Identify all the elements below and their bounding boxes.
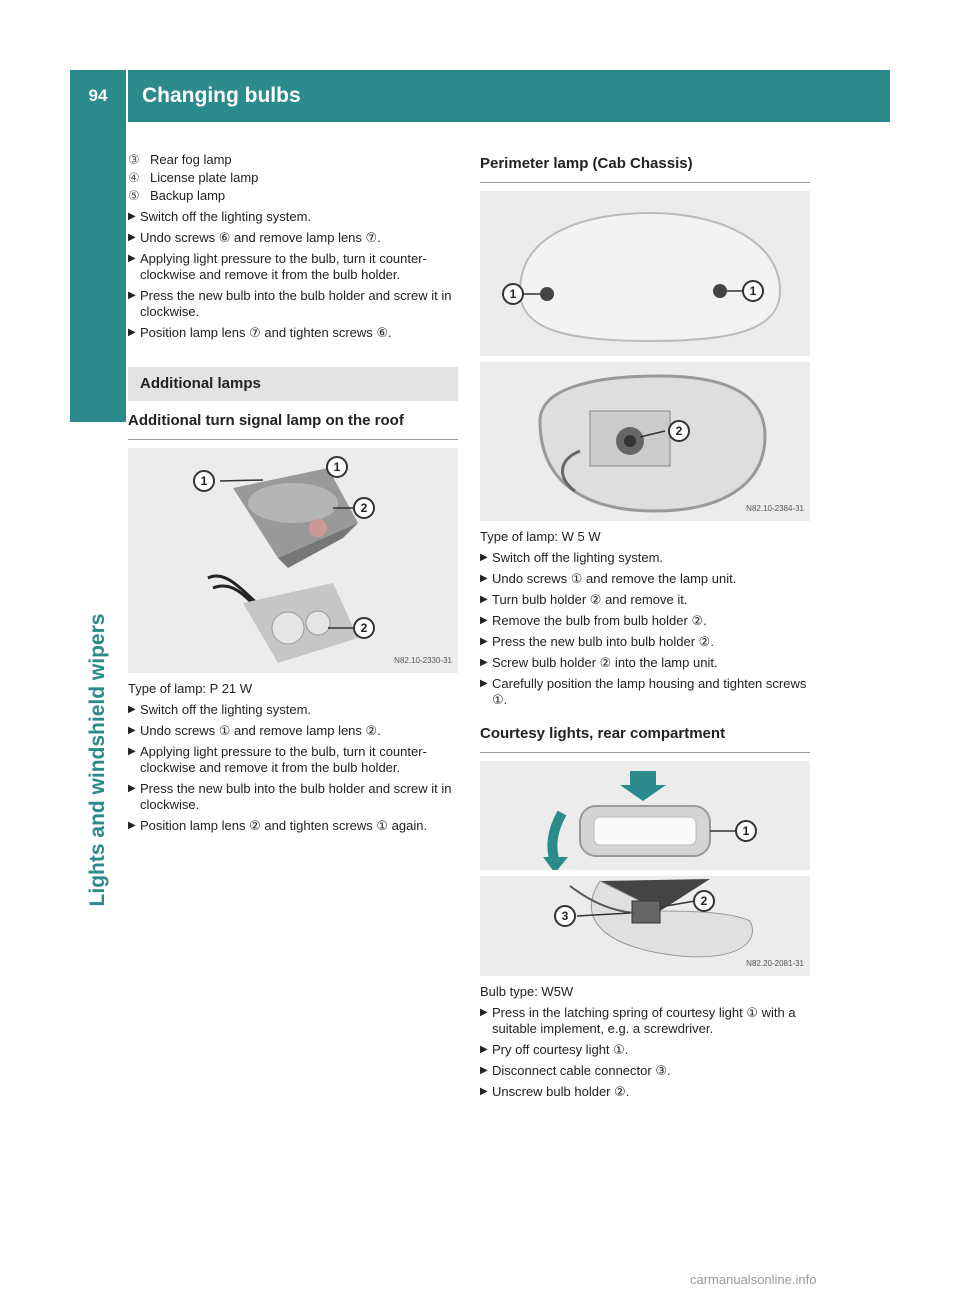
step-arrow-icon: ▶: [480, 573, 488, 584]
step-arrow-icon: ▶: [128, 820, 136, 831]
callout-2: 2: [693, 890, 715, 912]
instruction-step: [480, 1042, 810, 1058]
step-text: Switch off the lighting system.: [140, 209, 312, 224]
header-divider: [126, 70, 128, 122]
legend-number: ⑤: [128, 188, 140, 203]
step-text: Press the new bulb into bulb holder ②.: [492, 634, 714, 649]
instruction-list: [480, 1005, 810, 1100]
lamp-type-text: Type of lamp: P 21 W: [128, 681, 253, 696]
legend-item: [128, 170, 458, 186]
right-column: [480, 152, 810, 1105]
step-arrow-icon: ▶: [480, 1007, 488, 1018]
figure-code: N82.20-2081-31: [746, 959, 804, 968]
subheading: Courtesy lights, rear compartment: [480, 726, 810, 753]
chapter-label: Lights and windshield wipers: [86, 613, 109, 907]
instruction-step: [480, 571, 810, 587]
instruction-list: [480, 550, 810, 708]
step-text: Carefully position the lamp housing and tighten screws ①.: [492, 676, 807, 707]
instruction-step: [128, 702, 458, 718]
page-title: Changing bulbs: [142, 84, 301, 107]
step-arrow-icon: ▶: [480, 552, 488, 563]
step-arrow-icon: ▶: [480, 615, 488, 626]
figure-code: N82.10-2384-31: [746, 504, 804, 513]
page-header: [70, 70, 890, 122]
step-arrow-icon: ▶: [480, 657, 488, 668]
bulb-type-text: Bulb type: W5W: [480, 984, 574, 999]
instruction-step: [128, 818, 458, 834]
left-column: [128, 152, 458, 839]
lamp-type-text: Type of lamp: W 5 W: [480, 529, 601, 544]
step-arrow-icon: ▶: [128, 211, 136, 222]
instruction-step: [128, 781, 458, 813]
instruction-step: [128, 251, 458, 283]
step-arrow-icon: ▶: [480, 1086, 488, 1097]
instruction-step: [128, 209, 458, 225]
legend-item: [128, 152, 458, 168]
step-arrow-icon: ▶: [480, 1065, 488, 1076]
step-text: Position lamp lens ② and tighten screws ① again.: [140, 818, 428, 833]
step-text: Pry off courtesy light ①.: [492, 1042, 629, 1057]
callout-2: 2: [353, 497, 375, 519]
step-text: Remove the bulb from bulb holder ②.: [492, 613, 707, 628]
instruction-step: [480, 550, 810, 566]
step-arrow-icon: ▶: [128, 253, 136, 264]
page-number: 94: [88, 86, 108, 105]
perimeter-lamp-illustration: [480, 191, 810, 521]
courtesy-light-illustration: [480, 761, 810, 976]
callout-2: 2: [353, 617, 375, 639]
instruction-step: [128, 723, 458, 739]
step-text: Undo screws ① and remove lamp lens ②.: [140, 723, 381, 738]
step-arrow-icon: ▶: [480, 636, 488, 647]
step-arrow-icon: ▶: [128, 783, 136, 794]
step-text: Switch off the lighting system.: [492, 550, 664, 565]
courtesy-light-figure: [480, 761, 810, 976]
step-text: Press in the latching spring of courtesy light ① with a suitable implement, e.g. a screwdriver.: [492, 1005, 796, 1036]
step-text: Press the new bulb into the bulb holder and screw it in clockwise.: [140, 288, 452, 319]
step-arrow-icon: ▶: [480, 594, 488, 605]
step-text: Undo screws ① and remove the lamp unit.: [492, 571, 737, 586]
step-text: Applying light pressure to the bulb, turn it counter-clockwise and remove it from the bulb holder.: [140, 251, 427, 282]
instruction-step: [480, 634, 810, 650]
step-arrow-icon: ▶: [128, 290, 136, 301]
step-text: Switch off the lighting system.: [140, 702, 312, 717]
instruction-step: [480, 655, 810, 671]
step-text: Undo screws ⑥ and remove lamp lens ⑦.: [140, 230, 381, 245]
step-text: Position lamp lens ⑦ and tighten screws ⑥.: [140, 325, 392, 340]
subheading: Additional turn signal lamp on the roof: [128, 413, 458, 440]
callout-1: 1: [326, 456, 348, 478]
step-arrow-icon: ▶: [128, 327, 136, 338]
step-text: Press the new bulb into the bulb holder and screw it in clockwise.: [140, 781, 452, 812]
callout-1: 1: [193, 470, 215, 492]
instruction-step: [480, 1005, 810, 1037]
callout-1: 1: [502, 283, 524, 305]
figure-code: N82.10-2330-31: [394, 656, 452, 665]
callout-2: 2: [668, 420, 690, 442]
legend-list: [128, 152, 458, 204]
step-arrow-icon: ▶: [128, 704, 136, 715]
step-arrow-icon: ▶: [128, 746, 136, 757]
turn-signal-lamp-figure: [128, 448, 458, 673]
callout-1: 1: [742, 280, 764, 302]
callout-3: 3: [554, 905, 576, 927]
perimeter-lamp-figure: [480, 191, 810, 521]
section-title: Additional lamps: [128, 367, 458, 401]
step-text: Turn bulb holder ② and remove it.: [492, 592, 688, 607]
instruction-step: [480, 676, 810, 708]
instruction-step: [480, 613, 810, 629]
instruction-list: [128, 209, 458, 341]
instruction-step: [128, 744, 458, 776]
callout-1: 1: [735, 820, 757, 842]
subheading: Perimeter lamp (Cab Chassis): [480, 156, 810, 183]
instruction-step: [128, 325, 458, 341]
legend-label: Rear fog lamp: [150, 152, 232, 167]
step-arrow-icon: ▶: [128, 232, 136, 243]
legend-item: [128, 188, 458, 204]
instruction-list: [128, 702, 458, 834]
legend-number: ③: [128, 152, 140, 167]
turn-signal-lamp-illustration: [128, 448, 458, 673]
instruction-step: [128, 230, 458, 246]
instruction-step: [480, 592, 810, 608]
legend-number: ④: [128, 170, 140, 185]
instruction-step: [480, 1084, 810, 1100]
legend-label: License plate lamp: [150, 170, 259, 185]
side-tab: [70, 122, 126, 422]
watermark: carmanualsonline.info: [690, 1272, 817, 1287]
instruction-step: [128, 288, 458, 320]
step-arrow-icon: ▶: [480, 1044, 488, 1055]
step-arrow-icon: ▶: [480, 678, 488, 689]
step-text: Disconnect cable connector ③.: [492, 1063, 671, 1078]
instruction-step: [480, 1063, 810, 1079]
step-text: Screw bulb holder ② into the lamp unit.: [492, 655, 718, 670]
step-text: Unscrew bulb holder ②.: [492, 1084, 630, 1099]
step-text: Applying light pressure to the bulb, turn it counter-clockwise and remove it from the bulb holder.: [140, 744, 427, 775]
step-arrow-icon: ▶: [128, 725, 136, 736]
legend-label: Backup lamp: [150, 188, 226, 203]
